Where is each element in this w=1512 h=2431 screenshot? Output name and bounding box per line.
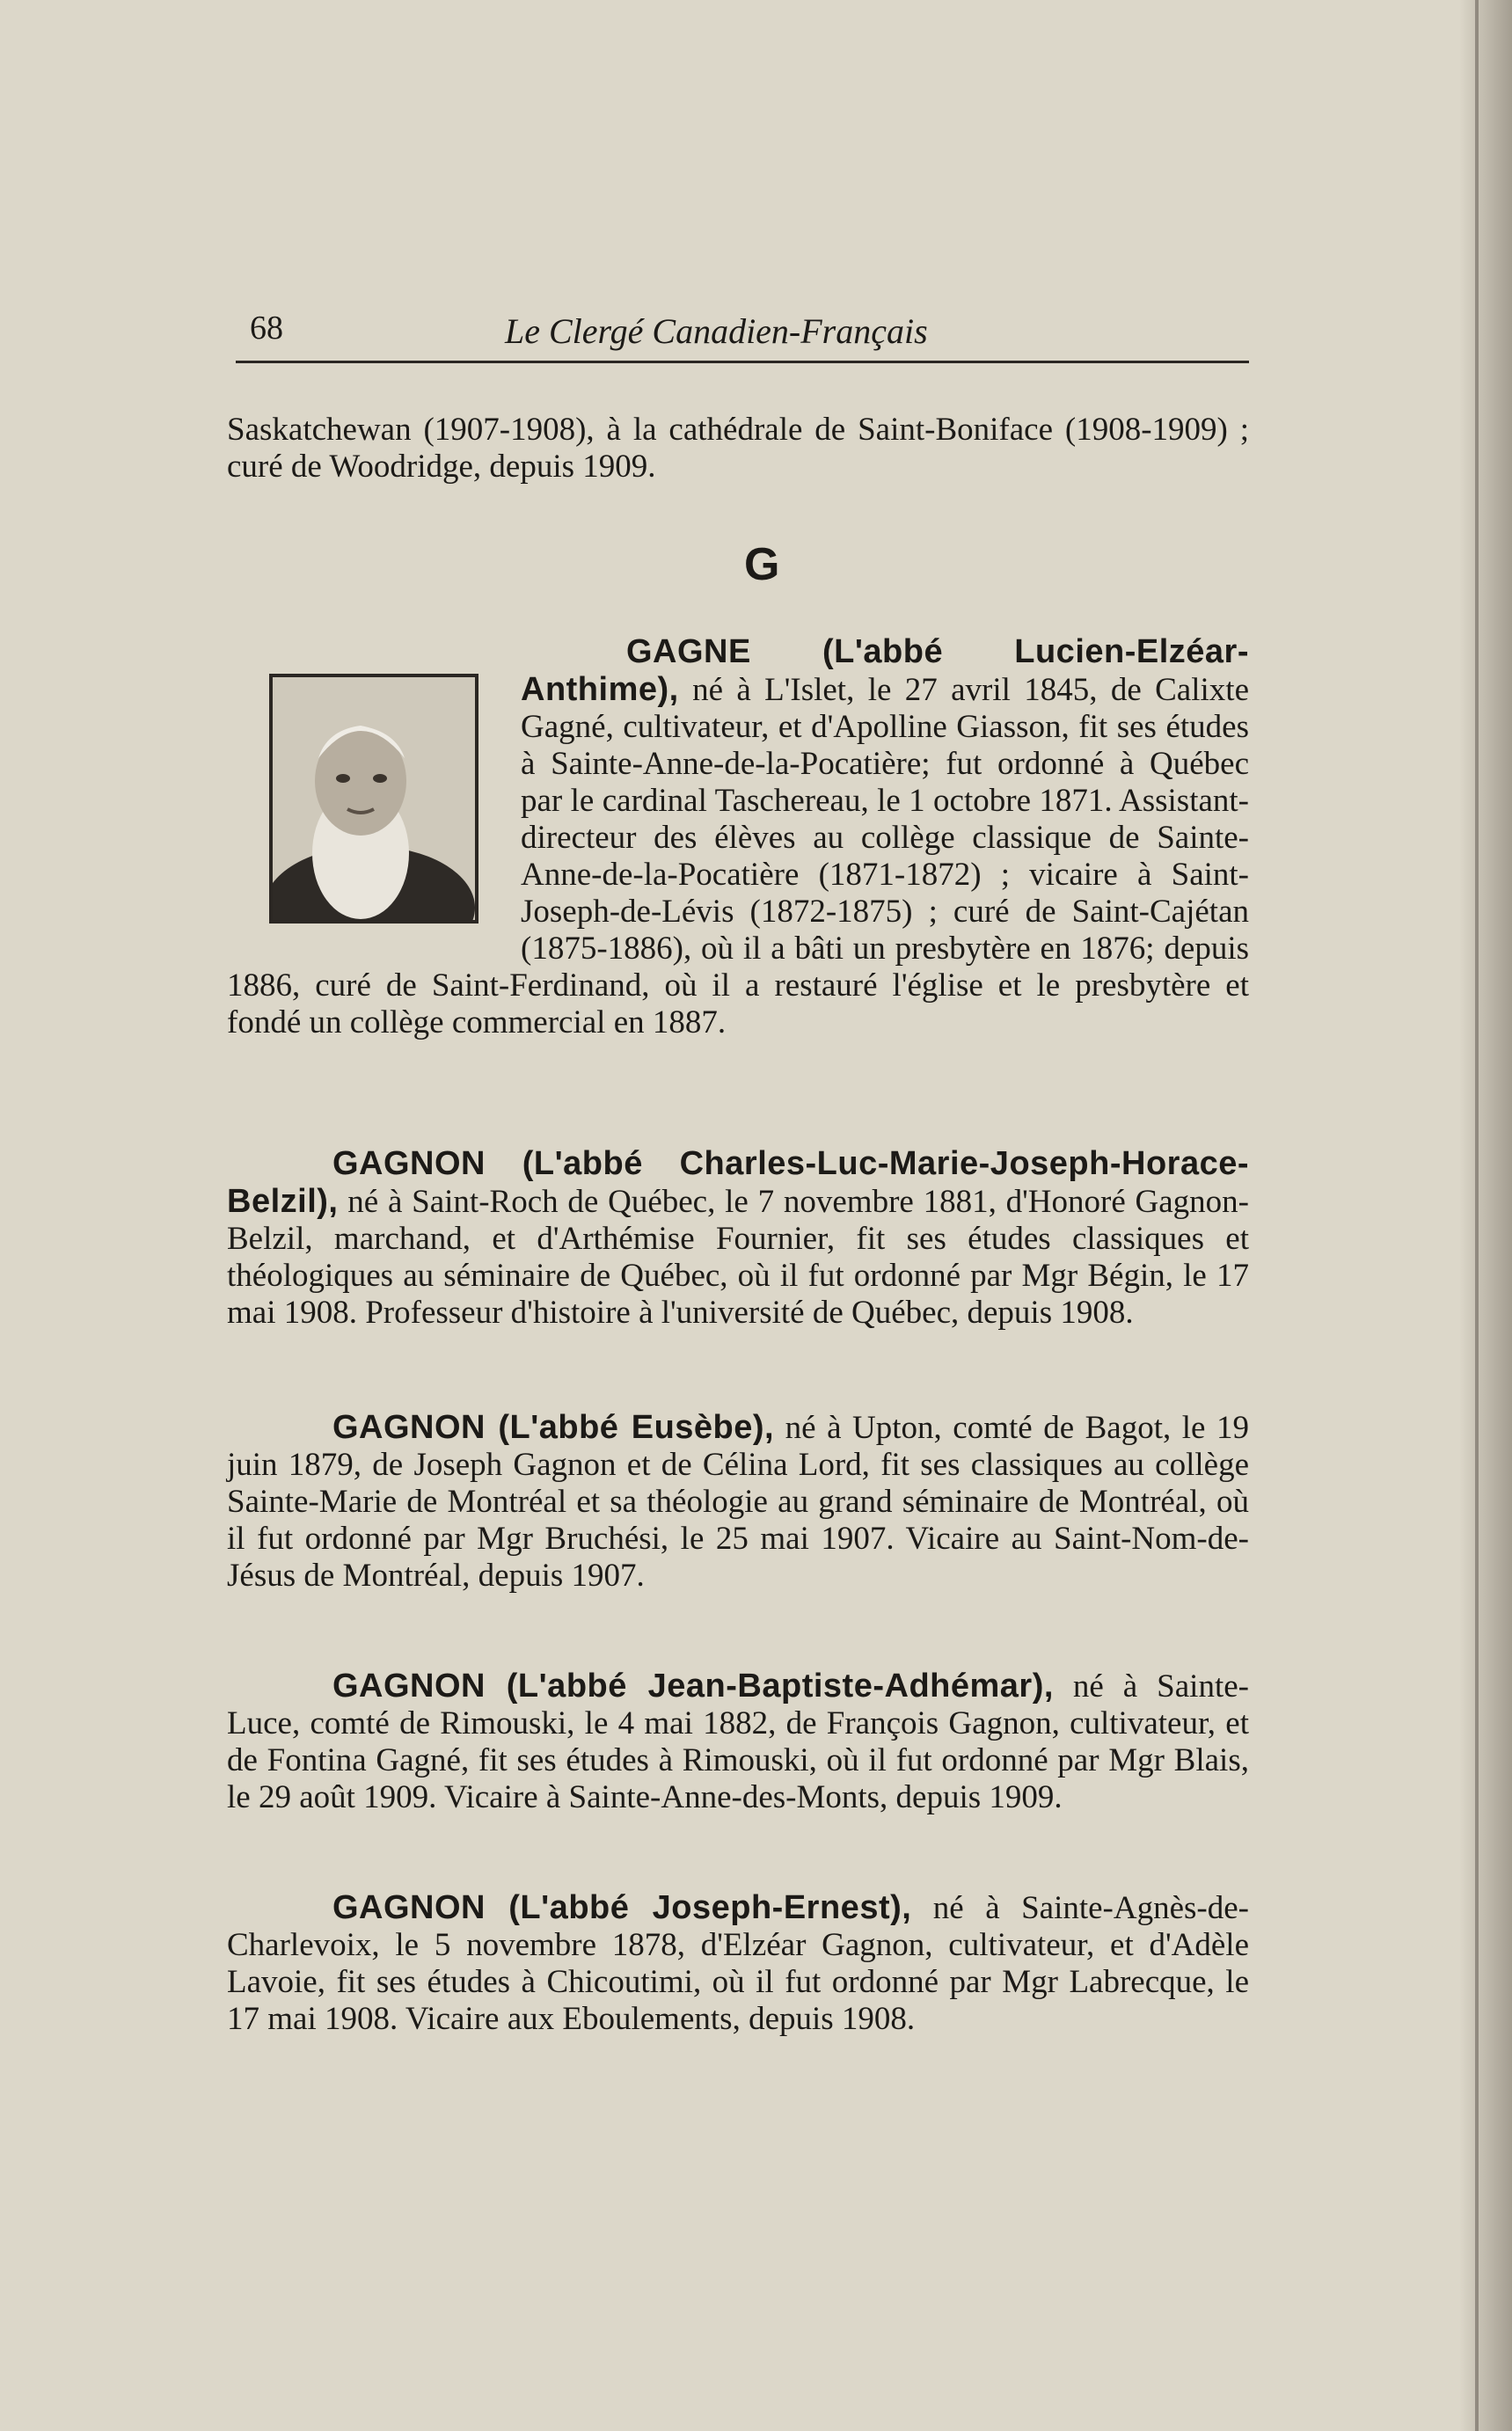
running-title: Le Clergé Canadien-Français: [505, 311, 928, 351]
page-header: [236, 303, 1249, 365]
header-rule: [236, 361, 1249, 363]
entry-gagnon-charles: [227, 1145, 1249, 1332]
entry-gagnon-eusebe: [227, 1409, 1249, 1595]
entry-body: né à Sainte-Luce, comté de Rimouski, le 4 mai 1882, de François Gagnon, cultivateur, et de Fontina Gagné, fit ses études à Rimouski, où il fut ordonné par Mgr Blais, le 29 août 1909. Vicaire à Sainte-Anne-des-Monts, depuis 1909.: [227, 1668, 1249, 1815]
page-shadow: [1459, 0, 1512, 2431]
entry-body: né à Saint-Roch de Québec, le 7 novembre 1881, d'Honoré Gagnon-Belzil, marchand, et d'Arthémise Fournier, fit ses études classiques et théologiques au séminaire de Québec, où il fut ordonné par Mgr Bégin, le 17 mai 1908. Professeur d'histoire à l'université de Québec, depuis 1908.: [227, 1184, 1249, 1331]
page-edge: [1475, 0, 1479, 2431]
entry-gagnon-joseph-ernest: [227, 1889, 1249, 2038]
portrait-spacer: [227, 633, 521, 932]
entry-body: né à Upton, comté de Bagot, le 19 juin 1879, de Joseph Gagnon et de Célina Lord, fit ses classiques au collège Sainte-Marie de Montréal et sa théologie au grand séminaire de Montréal, où il fut ordonné par Mgr Bruchési, le 25 mai 1907. Vicaire au Saint-Nom-de-Jésus de Montréal, depuis 1907.: [227, 1410, 1249, 1594]
entry-body: né à Sainte-Agnès-de-Charlevoix, le 5 novembre 1878, d'Elzéar Gagnon, cultivateur, et d'Adèle Lavoie, fit ses études à Chicoutimi, où il fut ordonné par Mgr Labrecque, le 17 mai 1908. Vicaire aux Eboulements, depuis 1908.: [227, 1890, 1249, 2037]
entry-body: né à L'Islet, le 27 avril 1845, de Calixte Gagné, cultivateur, et d'Apolline Giasson, fit ses études à Sainte-Anne-de-la-Pocatière; fut ordonné à Québec par le cardinal Taschereau, le 1 octobre 1871. Assistant-directeur des élèves au collège classique de Sainte-Anne-de-la-Pocatière (1871-1872) ; vicaire à Saint-Joseph-de-Lévis (1872-1875) ; curé de Saint-Cajétan (1875-1886), où il a bâti un presbytère en 1876; depuis 1886, curé de Saint-Ferdinand, où il a restauré l'église et le presbytère et fondé un collège commercial en 1887.: [227, 672, 1249, 1040]
entry-gagne-lucien: [227, 633, 1249, 1041]
entry-gagnon-jean-baptiste: [227, 1668, 1249, 1816]
entry-name: GAGNON (L'abbé Eusèbe),: [332, 1409, 775, 1446]
continuation-text: Saskatchewan (1907-1908), à la cathédrale de Saint-Boniface (1908-1909) ; curé de Woodridge, depuis 1909.: [227, 412, 1249, 485]
entry-name: GAGNON (L'abbé Joseph-Ernest),: [332, 1889, 912, 1926]
page-number: 68: [250, 310, 283, 347]
continuation-paragraph: [227, 412, 1249, 485]
entry-name: GAGNE (L'abbé Lucien-Elzéar-Anthime),: [521, 633, 1249, 708]
entry-name: GAGNON (L'abbé Charles-Luc-Marie-Joseph-Horace-Belzil),: [227, 1145, 1249, 1220]
entry-name: GAGNON (L'abbé Jean-Baptiste-Adhémar),: [332, 1668, 1054, 1705]
section-letter: G: [744, 539, 780, 590]
